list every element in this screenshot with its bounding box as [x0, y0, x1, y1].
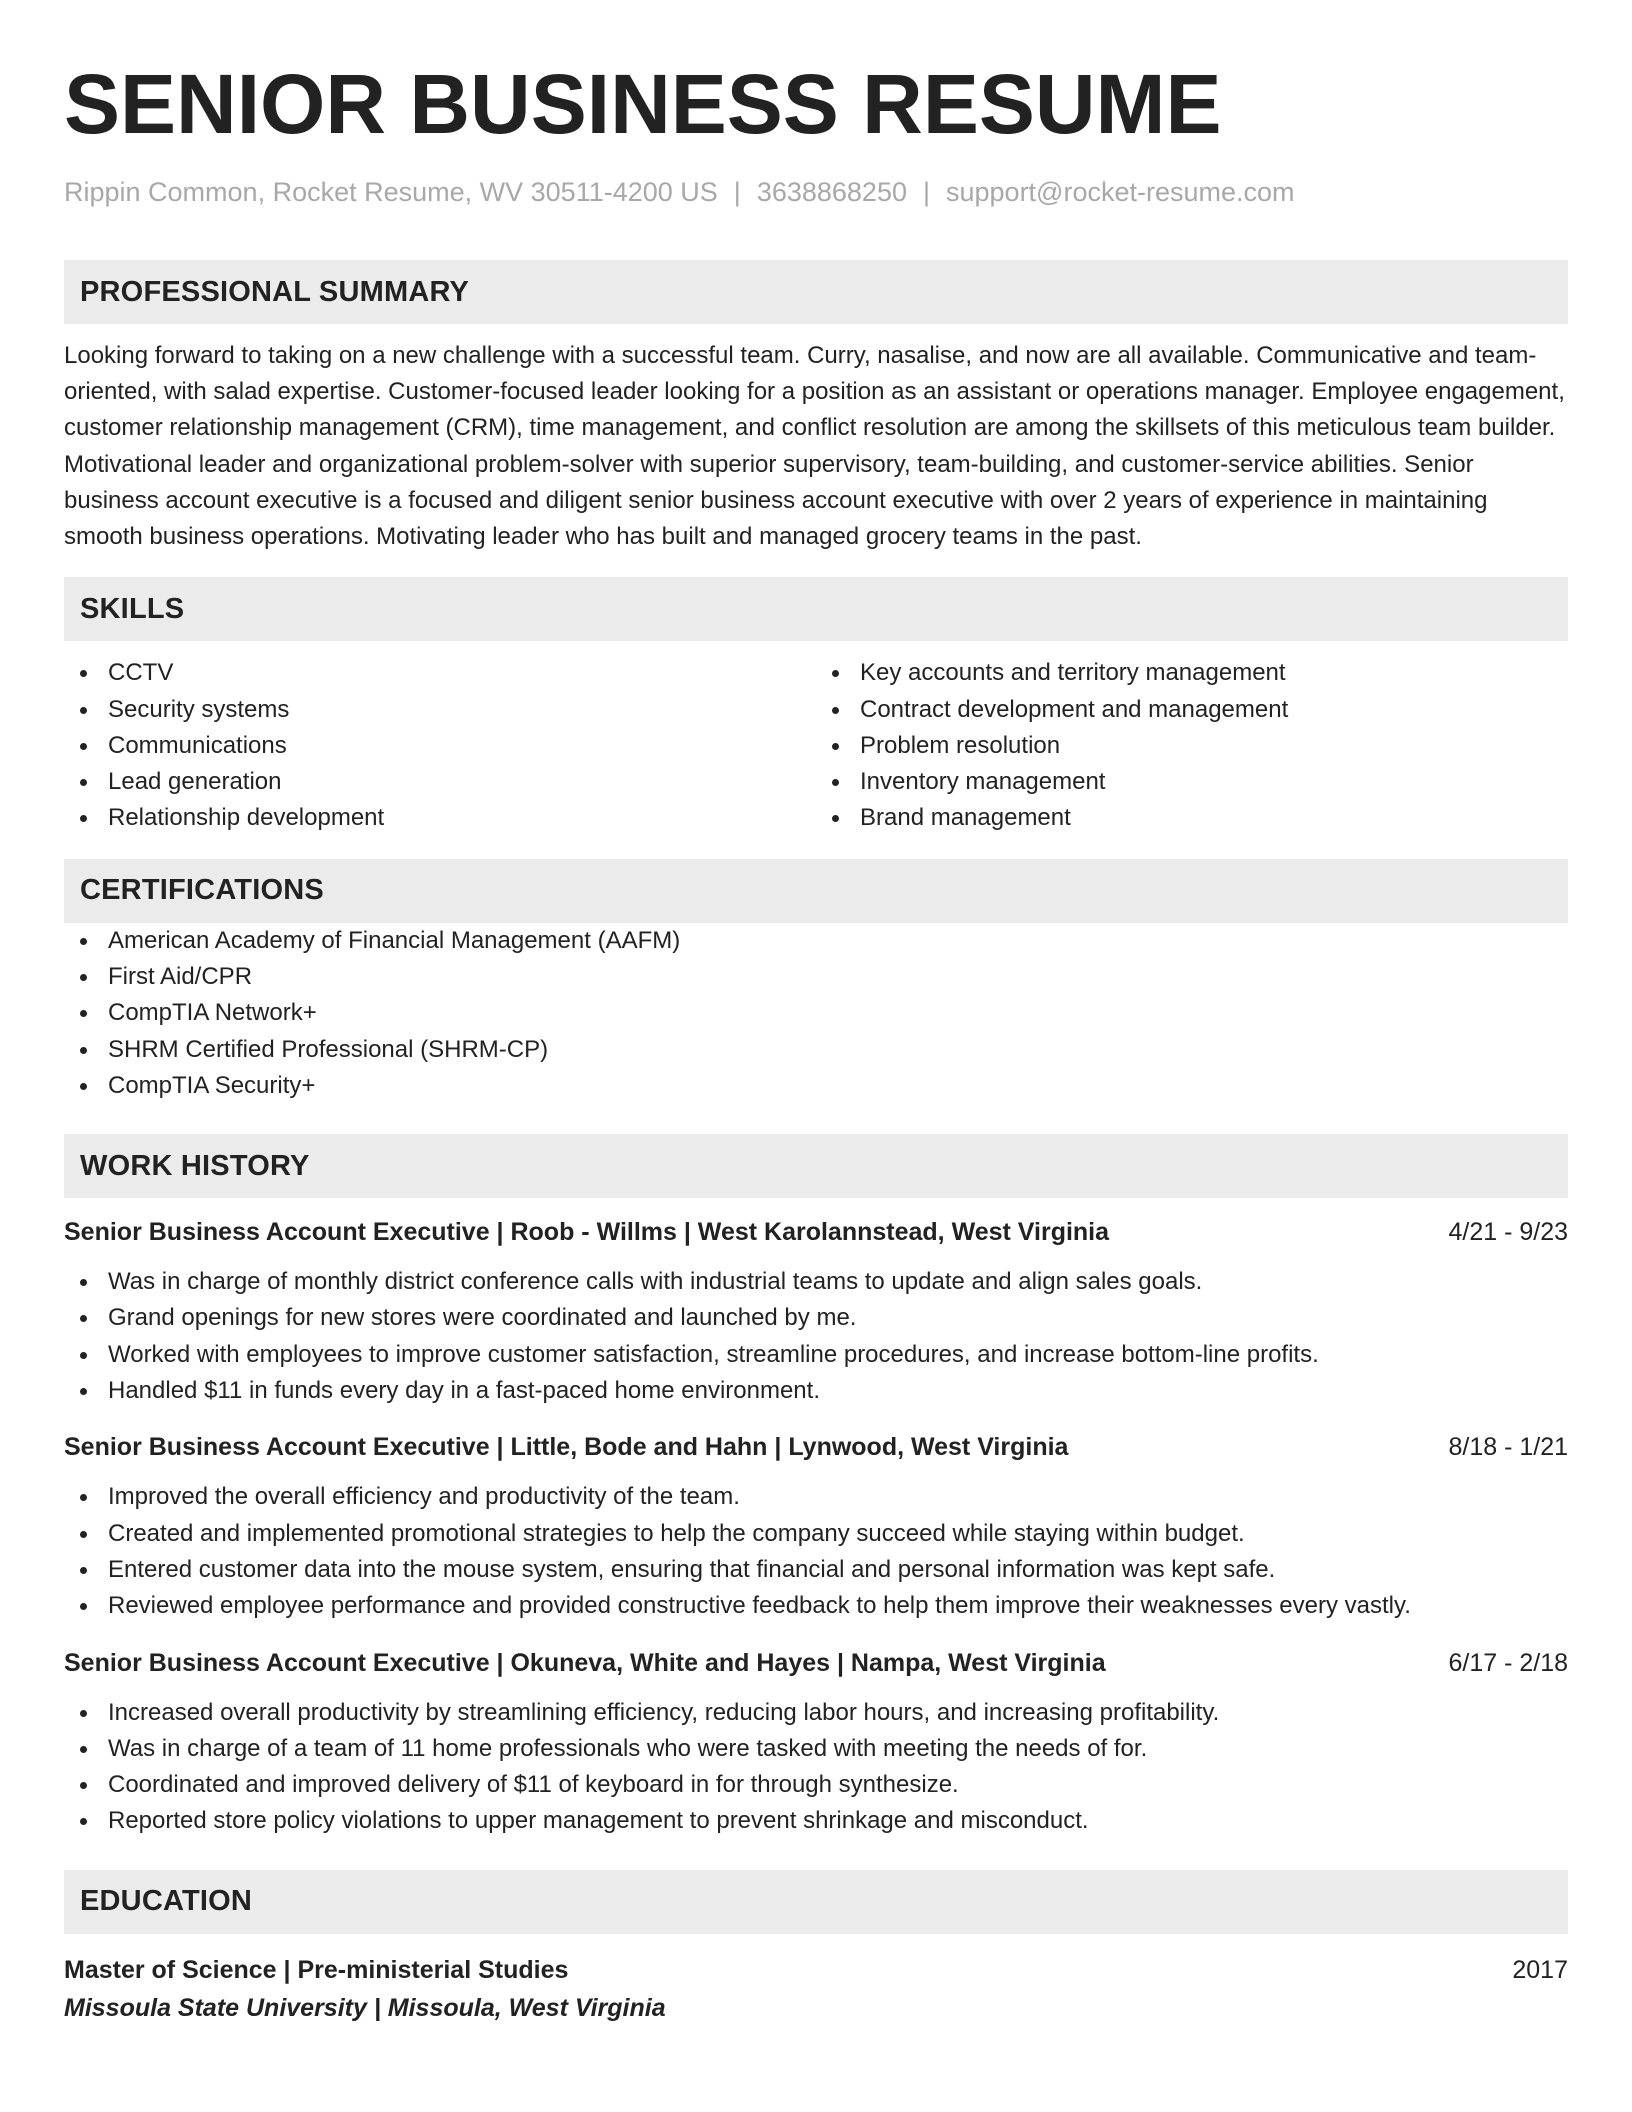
skill-item: Brand management — [816, 800, 1568, 836]
contact-separator: | — [922, 177, 930, 207]
skill-item: Contract development and management — [816, 692, 1568, 728]
certification-item: First Aid/CPR — [64, 959, 1568, 995]
job-header — [64, 1214, 1568, 1250]
job-bullets — [64, 1695, 1568, 1840]
job-bullet: Was in charge of a team of 11 home professionals who were tasked with meeting the needs of for. — [64, 1731, 1568, 1767]
skill-item: CCTV — [64, 655, 816, 691]
job-title: Senior Business Account Executive | Little, Bode and Hahn | Lynwood, West Virginia — [64, 1433, 1069, 1462]
job-bullet: Created and implemented promotional strategies to help the company succeed while staying within budget. — [64, 1516, 1568, 1552]
section-heading: WORK HISTORY — [80, 1149, 310, 1182]
resume-title: SENIOR BUSINESS RESUME — [64, 57, 1222, 151]
education-year: 2017 — [1512, 1955, 1568, 1984]
job-entry — [64, 1645, 1568, 1840]
job-bullet: Increased overall productivity by streamlining efficiency, reducing labor hours, and increasing profitability. — [64, 1695, 1568, 1731]
job-bullets — [64, 1264, 1568, 1409]
job-bullet: Reviewed employee performance and provided constructive feedback to help them improve their weaknesses every vastly. — [64, 1588, 1568, 1624]
skill-item: Communications — [64, 728, 816, 764]
section-header-education — [64, 1870, 1568, 1934]
summary-text: Looking forward to taking on a new challenge with a successful team. Curry, nasalise, and now are all available. Communicative and team-oriented, with salad expertise. Customer-focused leader looking for a position as an assistant or operations manager. Employee engagement, customer relationship management (CRM), time management, and conflict resolution are among the skillsets of this meticulous team builder. Motivational leader and organizational problem-solver with superior supervisory, team-building, and customer-service abilities. Senior business account executive is a focused and diligent senior business account executive with over 2 years of experience in maintaining smooth business operations. Motivating leader who has built and managed grocery teams in the past. — [64, 342, 1565, 551]
job-title: Senior Business Account Executive | Roob - Willms | West Karolannstead, West Virginia — [64, 1218, 1110, 1247]
job-bullet: Worked with employees to improve customer satisfaction, streamline procedures, and increase bottom-line profits. — [64, 1337, 1568, 1373]
section-header-certifications — [64, 859, 1568, 923]
job-dates: 4/21 - 9/23 — [1448, 1218, 1568, 1247]
job-bullet: Coordinated and improved delivery of $11 of keyboard in for through synthesize. — [64, 1767, 1568, 1803]
job-bullet: Entered customer data into the mouse system, ensuring that financial and personal information was kept safe. — [64, 1552, 1568, 1588]
certifications-list — [64, 923, 1568, 1104]
job-bullet: Improved the overall efficiency and productivity of the team. — [64, 1479, 1568, 1515]
certification-item: American Academy of Financial Management (AAFM) — [64, 923, 1568, 959]
certification-item: CompTIA Network+ — [64, 995, 1568, 1031]
section-heading: PROFESSIONAL SUMMARY — [80, 275, 470, 308]
skill-item: Inventory management — [816, 764, 1568, 800]
job-dates: 6/17 - 2/18 — [1448, 1648, 1568, 1677]
education-header — [64, 1952, 1568, 1988]
skill-item: Problem resolution — [816, 728, 1568, 764]
job-title: Senior Business Account Executive | Okuneva, White and Hayes | Nampa, West Virginia — [64, 1648, 1106, 1677]
job-bullets — [64, 1479, 1568, 1624]
skills-list — [64, 655, 1568, 836]
section-header-work-history — [64, 1134, 1568, 1198]
section-heading: EDUCATION — [80, 1885, 253, 1918]
job-dates: 8/18 - 1/21 — [1448, 1433, 1568, 1462]
skill-item: Relationship development — [64, 800, 816, 836]
education-degree: Master of Science | Pre-ministerial Studies — [64, 1955, 569, 1984]
contact-phone: 3638868250 — [756, 177, 907, 207]
skill-item: Key accounts and territory management — [816, 655, 1568, 691]
job-entry — [64, 1214, 1568, 1409]
skills-column-right — [816, 655, 1568, 836]
skill-item: Security systems — [64, 692, 816, 728]
contact-email: support@rocket-resume.com — [946, 177, 1295, 207]
job-header — [64, 1429, 1568, 1465]
education-school: Missoula State University | Missoula, West Virginia — [64, 1993, 666, 2022]
job-entry — [64, 1429, 1568, 1624]
section-heading: SKILLS — [80, 592, 185, 625]
section-header-skills — [64, 577, 1568, 641]
contact-separator: | — [733, 177, 741, 207]
job-header — [64, 1645, 1568, 1681]
contact-address: Rippin Common, Rocket Resume, WV 30511-4200 US — [64, 177, 718, 207]
section-heading: CERTIFICATIONS — [80, 874, 324, 907]
section-header-summary — [64, 260, 1568, 324]
contact-line — [64, 174, 1568, 210]
skills-column-left — [64, 655, 816, 836]
job-bullet: Reported store policy violations to upper management to prevent shrinkage and misconduct. — [64, 1803, 1568, 1839]
job-bullet: Was in charge of monthly district conference calls with industrial teams to update and align sales goals. — [64, 1264, 1568, 1300]
certification-item: SHRM Certified Professional (SHRM-CP) — [64, 1032, 1568, 1068]
certification-item: CompTIA Security+ — [64, 1068, 1568, 1104]
job-bullet: Grand openings for new stores were coordinated and launched by me. — [64, 1300, 1568, 1336]
skill-item: Lead generation — [64, 764, 816, 800]
job-bullet: Handled $11 in funds every day in a fast-paced home environment. — [64, 1373, 1568, 1409]
